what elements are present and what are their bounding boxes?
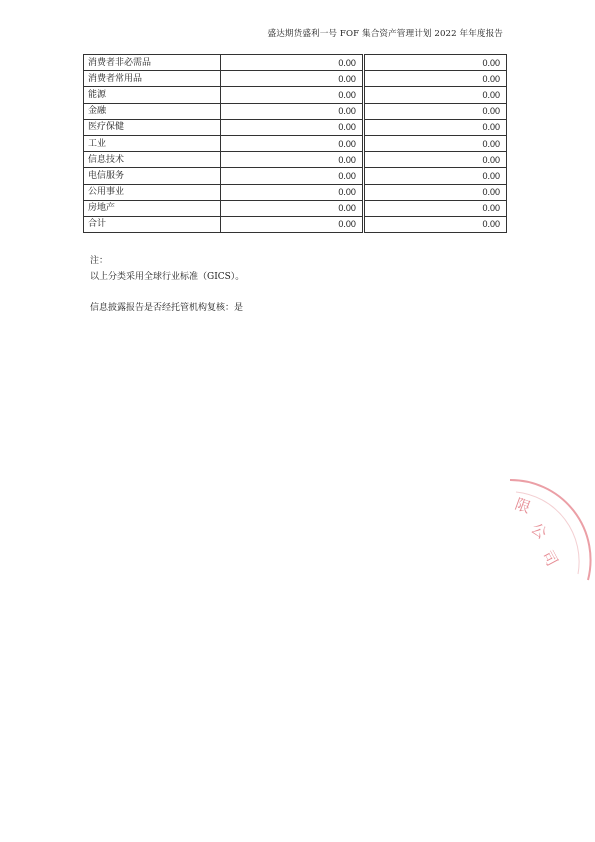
value-b-cell: 0.00 <box>363 168 506 184</box>
value-b-cell: 0.00 <box>363 55 506 71</box>
value-a-cell: 0.00 <box>220 216 363 232</box>
value-b-cell: 0.00 <box>363 184 506 200</box>
table-row <box>84 87 507 103</box>
value-b-cell: 0.00 <box>363 135 506 151</box>
value-b-cell: 0.00 <box>363 103 506 119</box>
sector-name-cell: 信息技术 <box>84 152 221 168</box>
sector-name-cell: 医疗保健 <box>84 119 221 135</box>
custodian-review-text: 信息披露报告是否经托管机构复核：是 <box>90 303 244 313</box>
sector-name-cell: 金融 <box>84 103 221 119</box>
value-a-cell: 0.00 <box>220 152 363 168</box>
value-a-cell: 0.00 <box>220 200 363 216</box>
value-a-cell: 0.00 <box>220 168 363 184</box>
table-row <box>84 216 507 232</box>
value-a-cell: 0.00 <box>220 55 363 71</box>
company-seal <box>470 470 595 595</box>
table-row <box>84 152 507 168</box>
value-b-cell: 0.00 <box>363 87 506 103</box>
note-text: 以上分类采用全球行业标准（GICS）。 <box>90 272 245 282</box>
sector-name-cell: 消费者非必需品 <box>84 55 221 71</box>
table-body <box>84 55 507 233</box>
value-b-cell: 0.00 <box>363 152 506 168</box>
value-a-cell: 0.00 <box>220 135 363 151</box>
seal-character: 限 <box>512 494 533 517</box>
sector-name-cell: 工业 <box>84 135 221 151</box>
table-row <box>84 103 507 119</box>
seal-character: 公 <box>527 519 551 543</box>
seal-character: 司 <box>538 547 562 570</box>
value-a-cell: 0.00 <box>220 87 363 103</box>
seal-characters <box>513 495 562 569</box>
table-row <box>84 184 507 200</box>
sector-name-cell: 能源 <box>84 87 221 103</box>
table-row <box>84 135 507 151</box>
sector-allocation-table <box>83 54 507 233</box>
sector-name-cell: 电信服务 <box>84 168 221 184</box>
table-row <box>84 200 507 216</box>
value-a-cell: 0.00 <box>220 119 363 135</box>
page-header: 盛达期货盛利一号 FOF 集合资产管理计划 2022 年年度报告 <box>267 29 503 39</box>
value-b-cell: 0.00 <box>363 200 506 216</box>
table-row <box>84 168 507 184</box>
note-title: 注： <box>90 256 109 266</box>
sector-name-cell: 公用事业 <box>84 184 221 200</box>
sector-name-cell: 消费者常用品 <box>84 71 221 87</box>
sector-name-cell: 合计 <box>84 216 221 232</box>
value-b-cell: 0.00 <box>363 119 506 135</box>
value-b-cell: 0.00 <box>363 71 506 87</box>
table-row <box>84 55 507 71</box>
value-b-cell: 0.00 <box>363 216 506 232</box>
table-row <box>84 119 507 135</box>
value-a-cell: 0.00 <box>220 103 363 119</box>
value-a-cell: 0.00 <box>220 71 363 87</box>
table-row <box>84 71 507 87</box>
value-a-cell: 0.00 <box>220 184 363 200</box>
sector-name-cell: 房地产 <box>84 200 221 216</box>
